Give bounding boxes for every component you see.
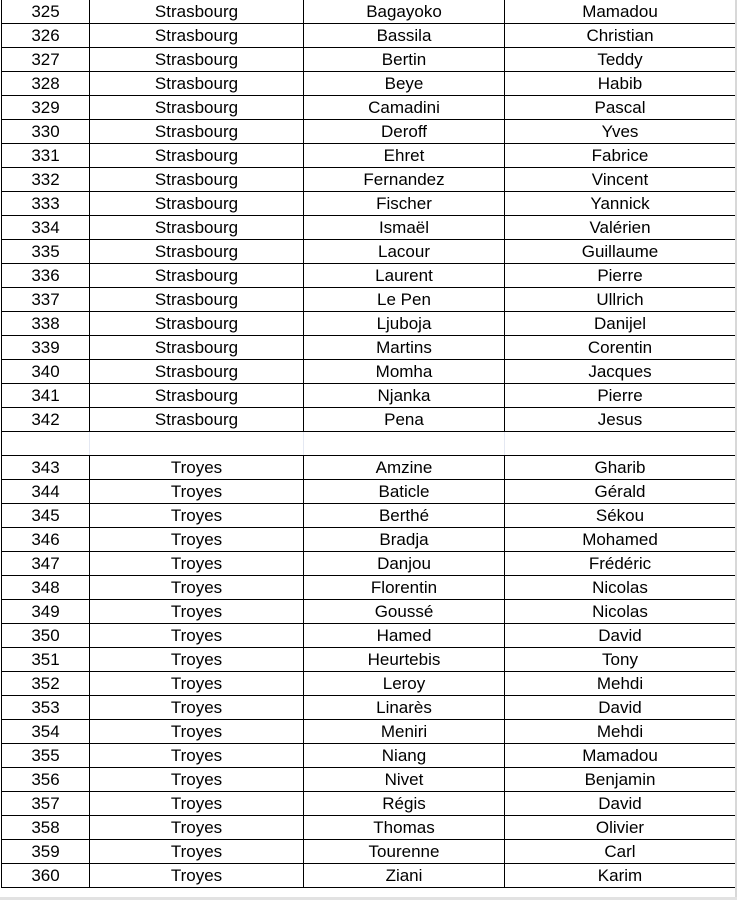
last-name-cell[interactable]: Tourenne [304,840,505,864]
first-name-cell[interactable]: Nicolas [505,600,736,624]
empty-cell[interactable] [90,432,304,456]
first-name-cell[interactable]: Mehdi [505,672,736,696]
club-cell[interactable]: Strasbourg [90,48,304,72]
club-cell[interactable]: Troyes [90,552,304,576]
empty-cell[interactable] [2,432,90,456]
player-number-cell[interactable]: 352 [2,672,90,696]
club-cell[interactable]: Troyes [90,696,304,720]
first-name-cell[interactable]: David [505,624,736,648]
player-number-cell[interactable]: 327 [2,48,90,72]
player-number-cell[interactable]: 341 [2,384,90,408]
player-number-cell[interactable]: 328 [2,72,90,96]
club-cell[interactable]: Strasbourg [90,168,304,192]
roster-body [2,0,736,888]
club-cell[interactable]: Troyes [90,816,304,840]
club-cell[interactable]: Strasbourg [90,336,304,360]
last-name-cell[interactable]: Laurent [304,264,505,288]
table-row [2,168,736,192]
last-name-cell[interactable]: Lacour [304,240,505,264]
table-row [2,744,736,768]
table-row [2,864,736,888]
player-number-cell[interactable]: 351 [2,648,90,672]
club-cell[interactable]: Strasbourg [90,96,304,120]
first-name-cell[interactable]: Nicolas [505,576,736,600]
last-name-cell[interactable]: Régis [304,792,505,816]
first-name-cell[interactable]: Christian [505,24,736,48]
first-name-cell[interactable]: Teddy [505,48,736,72]
club-cell[interactable]: Strasbourg [90,144,304,168]
last-name-cell[interactable]: Le Pen [304,288,505,312]
club-cell[interactable]: Troyes [90,504,304,528]
last-name-cell[interactable]: Fernandez [304,168,505,192]
table-row [2,240,736,264]
player-number-cell[interactable]: 349 [2,600,90,624]
first-name-cell[interactable]: Olivier [505,816,736,840]
table-row [2,408,736,432]
table-row [2,192,736,216]
player-number-cell[interactable]: 326 [2,24,90,48]
first-name-cell[interactable]: Yannick [505,192,736,216]
last-name-cell[interactable]: Nivet [304,768,505,792]
club-cell[interactable]: Strasbourg [90,360,304,384]
table-row [2,336,736,360]
club-cell[interactable]: Troyes [90,720,304,744]
player-number-cell[interactable]: 325 [2,0,90,24]
first-name-cell[interactable]: Gérald [505,480,736,504]
first-name-cell[interactable]: Carl [505,840,736,864]
player-number-cell[interactable]: 331 [2,144,90,168]
player-number-cell[interactable]: 354 [2,720,90,744]
player-number-cell[interactable]: 329 [2,96,90,120]
player-number-cell[interactable]: 332 [2,168,90,192]
last-name-cell[interactable]: Niang [304,744,505,768]
player-number-cell[interactable]: 336 [2,264,90,288]
club-cell[interactable]: Strasbourg [90,192,304,216]
last-name-cell[interactable]: Meniri [304,720,505,744]
table-row [2,720,736,744]
last-name-cell[interactable]: Bradja [304,528,505,552]
table-row [2,96,736,120]
last-name-cell[interactable]: Amzine [304,456,505,480]
table-row [2,288,736,312]
first-name-cell[interactable]: David [505,792,736,816]
last-name-cell[interactable]: Linarès [304,696,505,720]
table-row [2,456,736,480]
first-name-cell[interactable]: Fabrice [505,144,736,168]
table-row [2,840,736,864]
player-number-cell[interactable]: 344 [2,480,90,504]
player-number-cell[interactable]: 353 [2,696,90,720]
first-name-cell[interactable]: Vincent [505,168,736,192]
player-number-cell[interactable]: 355 [2,744,90,768]
player-number-cell[interactable]: 339 [2,336,90,360]
table-row [2,696,736,720]
player-number-cell[interactable]: 342 [2,408,90,432]
first-name-cell[interactable]: Mehdi [505,720,736,744]
table-row [2,0,736,24]
table-row [2,768,736,792]
first-name-cell[interactable]: Pierre [505,264,736,288]
last-name-cell[interactable]: Camadini [304,96,505,120]
club-cell[interactable]: Strasbourg [90,288,304,312]
player-number-cell[interactable]: 333 [2,192,90,216]
last-name-cell[interactable]: Ziani [304,864,505,888]
last-name-cell[interactable]: Heurtebis [304,648,505,672]
club-cell[interactable]: Troyes [90,480,304,504]
first-name-cell[interactable]: Danijel [505,312,736,336]
club-cell[interactable]: Strasbourg [90,72,304,96]
club-cell[interactable]: Strasbourg [90,408,304,432]
player-number-cell[interactable]: 358 [2,816,90,840]
club-cell[interactable]: Troyes [90,648,304,672]
player-number-cell[interactable]: 346 [2,528,90,552]
club-cell[interactable]: Troyes [90,600,304,624]
club-cell[interactable]: Strasbourg [90,24,304,48]
table-row [2,552,736,576]
last-name-cell[interactable]: Beye [304,72,505,96]
club-cell[interactable]: Troyes [90,672,304,696]
last-name-cell[interactable]: Deroff [304,120,505,144]
club-cell[interactable]: Troyes [90,792,304,816]
club-cell[interactable]: Troyes [90,840,304,864]
first-name-cell[interactable]: Tony [505,648,736,672]
last-name-cell[interactable]: Martins [304,336,505,360]
club-cell[interactable]: Troyes [90,624,304,648]
club-cell[interactable]: Strasbourg [90,0,304,24]
first-name-cell[interactable]: Gharib [505,456,736,480]
last-name-cell[interactable]: Bagayoko [304,0,505,24]
table-row [2,72,736,96]
last-name-cell[interactable]: Momha [304,360,505,384]
first-name-cell[interactable]: Jacques [505,360,736,384]
last-name-cell[interactable]: Njanka [304,384,505,408]
player-number-cell[interactable]: 340 [2,360,90,384]
last-name-cell[interactable]: Bassila [304,24,505,48]
empty-cell[interactable] [304,432,505,456]
player-number-cell[interactable]: 338 [2,312,90,336]
first-name-cell[interactable]: Yves [505,120,736,144]
first-name-cell[interactable]: Sékou [505,504,736,528]
group-separator-row [2,432,736,456]
player-number-cell[interactable]: 334 [2,216,90,240]
first-name-cell[interactable]: Pascal [505,96,736,120]
last-name-cell[interactable]: Thomas [304,816,505,840]
table-row [2,360,736,384]
first-name-cell[interactable]: Corentin [505,336,736,360]
first-name-cell[interactable]: Mamadou [505,0,736,24]
table-row [2,792,736,816]
empty-cell[interactable] [505,432,736,456]
club-cell[interactable]: Strasbourg [90,384,304,408]
club-cell[interactable]: Strasbourg [90,120,304,144]
player-number-cell[interactable]: 330 [2,120,90,144]
club-cell[interactable]: Troyes [90,744,304,768]
first-name-cell[interactable]: Pierre [505,384,736,408]
club-cell[interactable]: Troyes [90,456,304,480]
table-row [2,816,736,840]
table-row [2,648,736,672]
player-number-cell[interactable]: 360 [2,864,90,888]
player-number-cell[interactable]: 348 [2,576,90,600]
player-number-cell[interactable]: 345 [2,504,90,528]
player-number-cell[interactable]: 343 [2,456,90,480]
club-cell[interactable]: Troyes [90,768,304,792]
club-cell[interactable]: Troyes [90,528,304,552]
club-cell[interactable]: Strasbourg [90,264,304,288]
last-name-cell[interactable]: Florentin [304,576,505,600]
player-number-cell[interactable]: 357 [2,792,90,816]
table-row [2,216,736,240]
first-name-cell[interactable]: Karim [505,864,736,888]
club-cell[interactable]: Troyes [90,864,304,888]
last-name-cell[interactable]: Danjou [304,552,505,576]
last-name-cell[interactable]: Fischer [304,192,505,216]
last-name-cell[interactable]: Baticle [304,480,505,504]
player-number-cell[interactable]: 347 [2,552,90,576]
table-row [2,576,736,600]
table-row [2,24,736,48]
table-row [2,480,736,504]
table-row [2,504,736,528]
table-row [2,600,736,624]
table-row [2,312,736,336]
first-name-cell[interactable]: Valérien [505,216,736,240]
table-row [2,672,736,696]
table-row [2,120,736,144]
last-name-cell[interactable]: Pena [304,408,505,432]
table-row [2,144,736,168]
table-row [2,528,736,552]
player-number-cell[interactable]: 356 [2,768,90,792]
last-name-cell[interactable]: Ljuboja [304,312,505,336]
table-row [2,624,736,648]
club-cell[interactable]: Strasbourg [90,312,304,336]
first-name-cell[interactable]: David [505,696,736,720]
first-name-cell[interactable]: Frédéric [505,552,736,576]
last-name-cell[interactable]: Goussé [304,600,505,624]
last-name-cell[interactable]: Leroy [304,672,505,696]
table-row [2,48,736,72]
club-cell[interactable]: Strasbourg [90,216,304,240]
first-name-cell[interactable]: Jesus [505,408,736,432]
player-number-cell[interactable]: 337 [2,288,90,312]
player-number-cell[interactable]: 359 [2,840,90,864]
player-roster-table [1,0,736,888]
first-name-cell[interactable]: Guillaume [505,240,736,264]
last-name-cell[interactable]: Ismaël [304,216,505,240]
first-name-cell[interactable]: Mohamed [505,528,736,552]
table-row [2,384,736,408]
player-number-cell[interactable]: 335 [2,240,90,264]
last-name-cell[interactable]: Hamed [304,624,505,648]
first-name-cell[interactable]: Mamadou [505,744,736,768]
first-name-cell[interactable]: Benjamin [505,768,736,792]
last-name-cell[interactable]: Bertin [304,48,505,72]
table-row [2,264,736,288]
last-name-cell[interactable]: Ehret [304,144,505,168]
club-cell[interactable]: Troyes [90,576,304,600]
first-name-cell[interactable]: Habib [505,72,736,96]
last-name-cell[interactable]: Berthé [304,504,505,528]
first-name-cell[interactable]: Ullrich [505,288,736,312]
club-cell[interactable]: Strasbourg [90,240,304,264]
player-number-cell[interactable]: 350 [2,624,90,648]
